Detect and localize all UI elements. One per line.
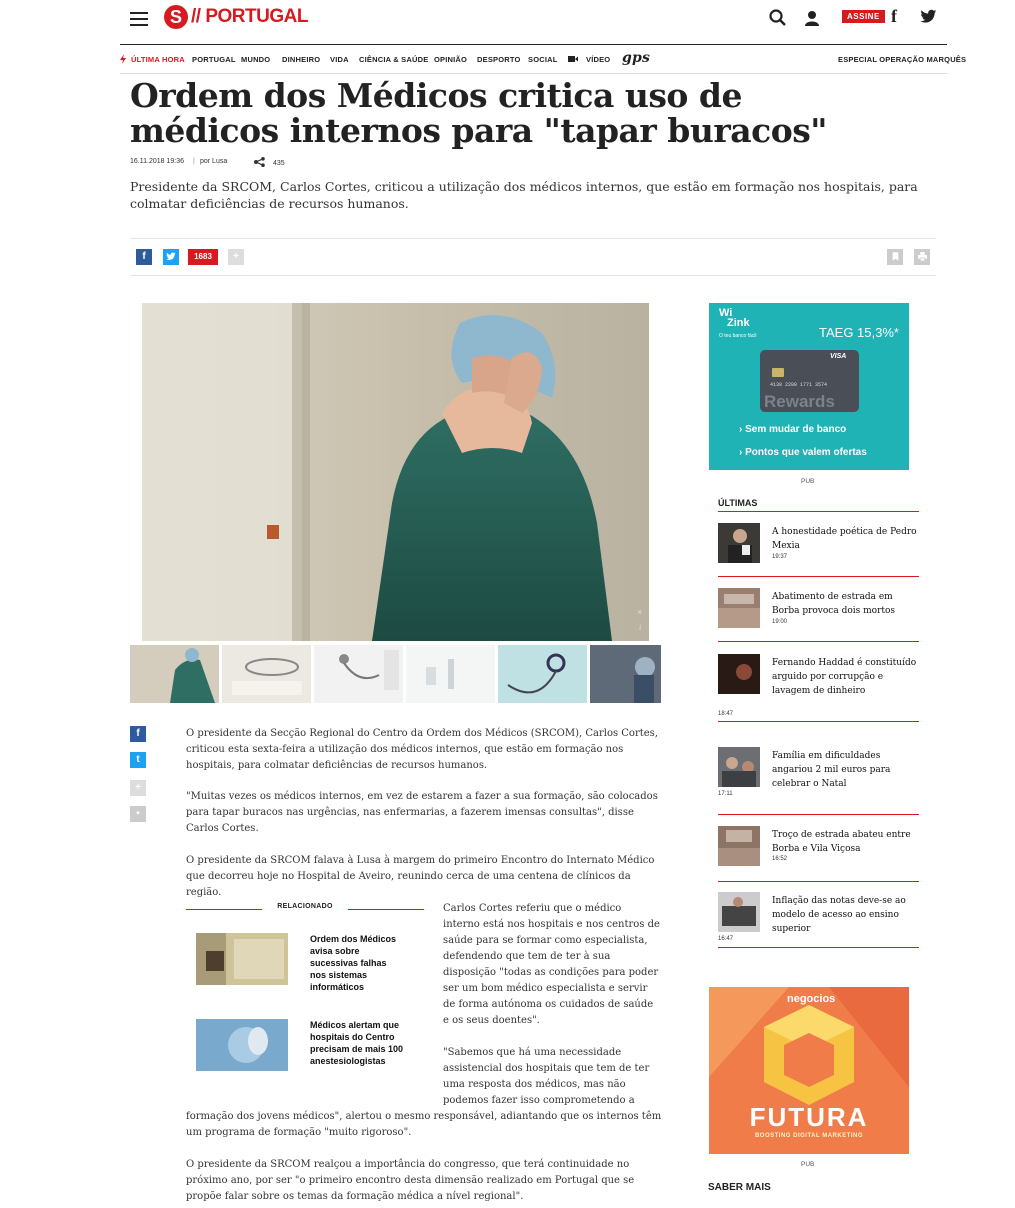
latest-title-6: Inflação das notas deve-se ao modelo de acesso ao ensino superior xyxy=(772,896,906,934)
card-chip-icon xyxy=(772,368,784,377)
wizink-card xyxy=(760,350,859,412)
facebook-share-icon[interactable]: f xyxy=(136,249,152,265)
facebook-icon[interactable]: f xyxy=(891,6,897,26)
nav-item-portugal[interactable]: PORTUGAL xyxy=(192,55,236,64)
gallery-thumbnail-2[interactable] xyxy=(222,645,311,703)
ad-label-2: PUB xyxy=(801,1161,815,1168)
nav-item-video[interactable]: VÍDEO xyxy=(586,55,611,64)
side-comment-icon[interactable]: ▪ xyxy=(130,806,146,822)
wizink-bullet-2: › Pontos que valem ofertas xyxy=(739,447,867,458)
paragraph-3: O presidente da SRCOM falava à Lusa à margem do primeiro Encontro do Internato Médico que decorreu hoje no Hospital de Aveiro, reunindo cerca de uma centena de clínicos da região. xyxy=(186,855,655,898)
latest-thumb-1 xyxy=(718,523,760,563)
info-icon[interactable]: i xyxy=(639,623,642,632)
related-title-2[interactable]: Médicos alertam que hospitais do Centro precisam de mais 100 anestesiologistas xyxy=(310,1020,404,1066)
futura-title: FUTURA xyxy=(749,1102,869,1132)
latest-item-3[interactable] xyxy=(718,654,919,722)
nav-item-vida[interactable]: VIDA xyxy=(330,55,349,64)
side-more-icon[interactable]: + xyxy=(130,780,146,796)
wizink-bullet-1-text: Sem mudar de banco xyxy=(745,424,847,435)
wizink-bullet-1: › Sem mudar de banco xyxy=(739,424,847,435)
lightning-icon xyxy=(120,54,126,64)
latest-time-4: 17:11 xyxy=(718,791,733,797)
latest-title-1: A honestidade poética de Pedro Mexia xyxy=(772,527,917,551)
close-caption-icon[interactable]: × xyxy=(637,607,643,617)
related-divider-right xyxy=(348,909,424,910)
subscribe-button[interactable]: ASSINE xyxy=(842,10,885,23)
more-share-icon[interactable]: + xyxy=(228,249,244,265)
comments-count: 1683 xyxy=(194,252,212,261)
latest-thumb-5 xyxy=(718,826,760,866)
nav-item-desporto[interactable]: DESPORTO xyxy=(477,55,521,64)
share-icon[interactable] xyxy=(254,157,265,167)
wizink-tagline: O teu banco fácil xyxy=(719,333,757,339)
paragraph-4: Carlos Cortes referiu que o médico interno está nos hospitais e nos centros de saúde para se formar como especialista, defendendo que tem de ter à sua disposição "todas as condições para poder ser um bom médico especialista e servir de forma autónoma os cuidados de saúde e os seus doentes". xyxy=(443,903,660,1026)
side-facebook-icon[interactable]: f xyxy=(130,726,146,742)
gallery-thumbnail-1[interactable] xyxy=(130,645,219,703)
latest-item-5[interactable] xyxy=(718,826,919,882)
latest-thumb-6 xyxy=(718,892,760,932)
wizink-advertisement[interactable] xyxy=(709,303,909,470)
latest-heading-underline xyxy=(718,511,919,512)
article-author: por Lusa xyxy=(200,158,228,165)
futura-advertisement[interactable] xyxy=(709,987,909,1154)
wizink-bullet-2-text: Pontos que valem ofertas xyxy=(745,447,867,458)
latest-time-1: 19:37 xyxy=(772,554,788,560)
search-icon[interactable] xyxy=(768,8,788,28)
doctor-photo xyxy=(142,303,649,641)
main-navigation xyxy=(120,44,967,74)
gps-logo[interactable]: gps xyxy=(622,50,651,66)
nav-item-ciencia-saude[interactable]: CIÊNCIA & SAÚDE xyxy=(359,55,429,64)
latest-thumb-2 xyxy=(718,588,760,628)
latest-thumb-4 xyxy=(718,747,760,787)
paragraph-7: O presidente da SRCOM realçou a importância do congresso, que terá continuidade no próximo ano, por ser "o primeiro encontro desta dimensão realizado em Portugal que se propõe falar sobre os temas da formação médica a nível regional". xyxy=(186,1159,635,1202)
brand-logo-mark[interactable]: S xyxy=(164,5,188,29)
latest-time-5: 16:52 xyxy=(772,856,788,862)
related-title-1[interactable]: Ordem dos Médicos avisa sobre sucessivas falhas nos sistemas informáticos xyxy=(310,934,397,992)
nav-breaking-news[interactable]: ÚLTIMA HORA xyxy=(131,55,185,64)
wizink-brand-bottom: Zink xyxy=(727,317,750,329)
wizink-taeg: TAEG 15,3%* xyxy=(819,325,899,340)
latest-item-4[interactable] xyxy=(718,747,919,815)
article-date: 16.11.2018 19:36 xyxy=(130,158,184,165)
latest-time-2: 19:00 xyxy=(772,619,788,625)
latest-title-4: Família em dificuldades angariou 2 mil euros para celebrar o Natal xyxy=(772,751,891,789)
share-count: 435 xyxy=(273,160,285,167)
gallery-thumbnail-3[interactable] xyxy=(314,645,403,703)
gallery-thumbnail-4[interactable] xyxy=(406,645,495,703)
nav-item-dinheiro[interactable]: DINHEIRO xyxy=(282,55,321,64)
latest-item-2[interactable] xyxy=(718,588,919,642)
wizink-brand-top: Wi xyxy=(719,307,733,319)
paragraph-6: formação dos jovens médicos", alertou o mesmo responsável, adiantando que os internos têm um programa de formação "muito rigoroso". xyxy=(186,1111,662,1138)
twitter-share-icon[interactable] xyxy=(163,249,179,265)
latest-item-1[interactable] xyxy=(718,523,919,577)
bookmark-icon[interactable] xyxy=(887,249,903,265)
latest-item-6[interactable] xyxy=(718,892,919,948)
latest-title-2: Abatimento de estrada em Borba provoca dois mortos xyxy=(772,592,896,616)
paragraph-5: "Sabemos que há uma necessidade assistencial dos hospitais que tem de ter uma resposta dos médicos, mas não podemos fazer isso comprometendo a xyxy=(443,1047,650,1106)
paragraph-2: "Muitas vezes os médicos internos, em vez de estarem a fazer a sua formação, são colocados para tapar buracos nas urgências, nas enfermarias, a fazerem imensas consultas", disse Carlos Cortes. xyxy=(186,791,658,834)
gallery-thumbnail-5[interactable] xyxy=(498,645,587,703)
article-lead: Presidente da SRCOM, Carlos Cortes, criticou a utilização dos médicos internos, que estão em formação nos hospitais, para colmatar deficiências de recursos humanos. xyxy=(130,179,918,211)
paragraph-1: O presidente da Secção Regional do Centro da Ordem dos Médicos (SRCOM), Carlos Cortes, criticou esta sexta-feira a utilização dos médicos internos, que estão em formação nos hospitais, para colmatar deficiências de recursos humanos. xyxy=(186,728,658,771)
nav-special-marques[interactable]: ESPECIAL OPERAÇÃO MARQUÊS xyxy=(838,55,967,64)
latest-time-6: 16:47 xyxy=(718,936,734,942)
latest-heading: ÚLTIMAS xyxy=(718,498,758,508)
latest-time-3: 18:47 xyxy=(718,711,734,717)
article-title: Ordem dos Médicos critica uso de médicos internos para "tapar buracos" xyxy=(130,76,827,150)
menu-icon[interactable] xyxy=(130,12,148,26)
related-image-1[interactable] xyxy=(196,933,288,985)
card-visa-logo: VISA xyxy=(830,353,847,360)
related-heading: RELACIONADO xyxy=(277,903,333,910)
futura-subtitle: BOOSTING DIGITAL MARKETING xyxy=(754,1133,864,1139)
brand-section-title[interactable]: // PORTUGAL xyxy=(191,6,308,27)
saber-mais-heading: SABER MAIS xyxy=(708,1182,771,1193)
latest-title-5: Troço de estrada abateu entre Borba e Vila Viçosa xyxy=(772,830,911,854)
user-icon[interactable] xyxy=(802,8,822,28)
print-icon[interactable] xyxy=(914,249,930,265)
futura-brand: negocios xyxy=(787,993,836,1005)
twitter-icon[interactable] xyxy=(920,9,937,24)
nav-item-mundo[interactable]: MUNDO xyxy=(241,55,271,64)
meta-separator: | xyxy=(193,158,195,165)
latest-title-3: Fernando Haddad é constituído arguido por corrupção e lavagem de dinheiro xyxy=(772,658,917,696)
share-bar xyxy=(130,238,936,276)
article-main-image[interactable] xyxy=(142,303,649,641)
nav-item-social[interactable]: SOCIAL xyxy=(528,55,558,64)
top-bar xyxy=(0,0,1015,40)
comments-count-button[interactable] xyxy=(188,249,218,265)
card-rewards-text: Rewards xyxy=(764,392,835,411)
gallery-thumbnail-6[interactable] xyxy=(590,645,661,703)
latest-thumb-3 xyxy=(718,654,760,694)
video-camera-icon xyxy=(568,55,578,63)
side-twitter-icon[interactable]: t xyxy=(130,752,146,768)
related-image-2[interactable] xyxy=(196,1019,288,1071)
card-number: 4138 2280 1771 3574 xyxy=(770,382,828,388)
ad-label-1: PUB xyxy=(801,478,815,485)
nav-item-opiniao[interactable]: OPINIÃO xyxy=(434,55,468,64)
